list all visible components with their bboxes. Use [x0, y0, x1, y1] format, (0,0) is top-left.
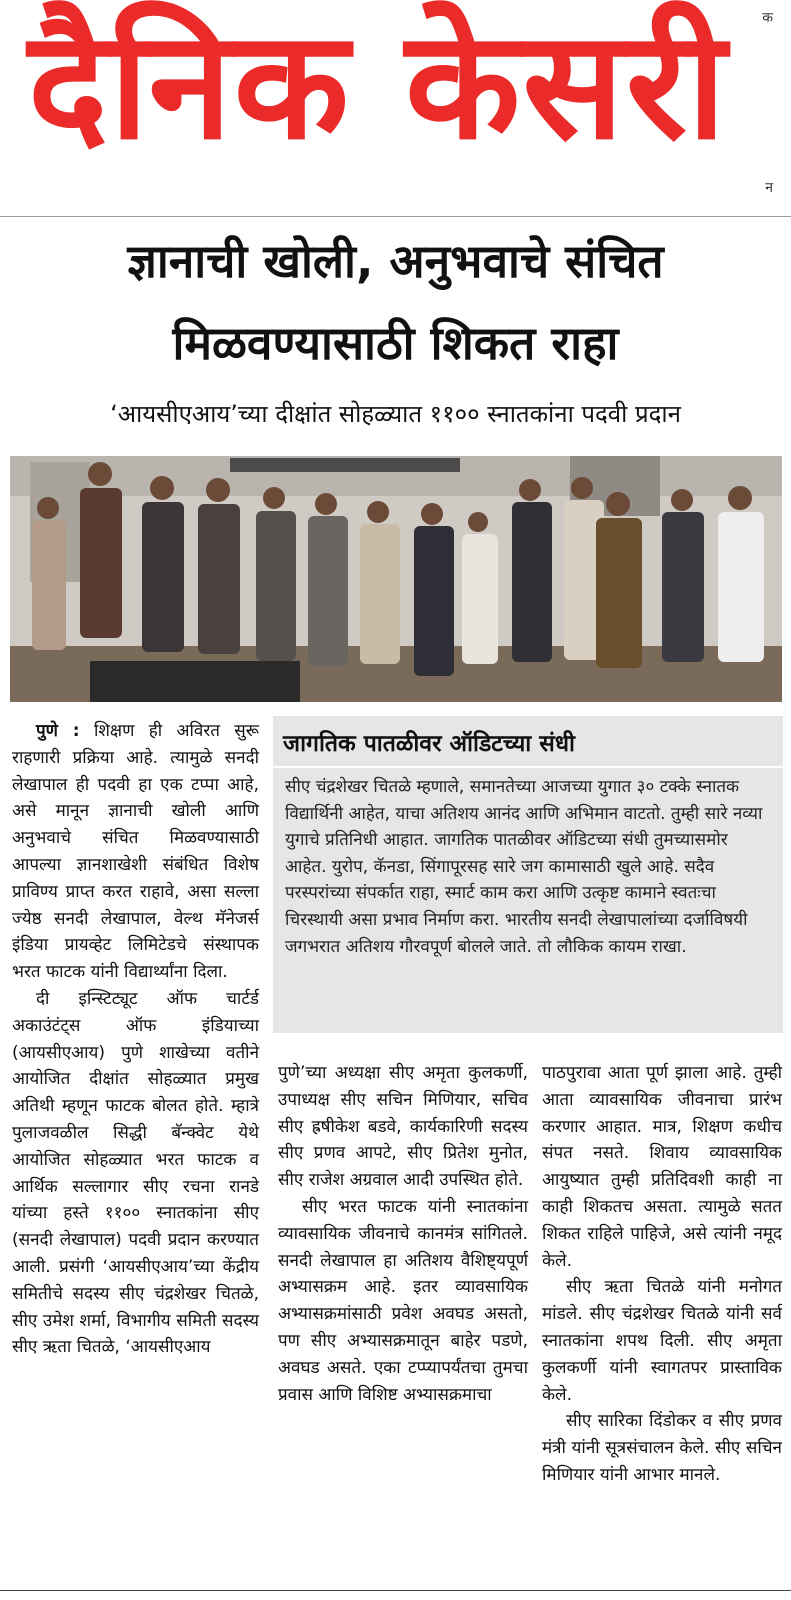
article-column-1	[12, 718, 259, 1361]
subheadline: ‘आयसीएआय’च्या दीक्षांत सोहळ्यात ११०० स्नातकांना पदवी प्रदान	[110, 400, 681, 428]
headline-line-2: मिळवण्यासाठी शिकत राहा	[172, 316, 619, 370]
sidebar-box	[273, 716, 783, 1033]
article-paragraph: सीए भरत फाटक यांनी स्नातकांना व्यावसायिक जीवनाचे कानमंत्र सांगितले. सनदी लेखापाल हा अतिशय वैशिष्ट्यपूर्ण अभ्यासक्रम आहे. इतर व्यावसायिक अभ्यासक्रमांसाठी प्रवेश अवघड असतो, पण सीए अभ्यासक्रमातून बाहेर पडणे, अवघड असते. एका टप्प्यापर्यंतचा तुमचा प्रवास आणि विशिष्ट अभ्यासक्रमाचा	[278, 1196, 528, 1405]
article-paragraph: पाठपुरावा आता पूर्ण झाला आहे. तुम्ही आता व्यावसायिक जीवनाचा प्रारंभ करणार आहात. मात्र, शिक्षण कधीच संपत नसते. शिवाय व्यावसायिक आयुष्यात तुम्ही प्रतिदिवशी काही ना काही शिकतच असता. त्यामुळे सतत शिकत राहिले पाहिजे, असे त्यांनी नमूद केले.	[542, 1063, 782, 1271]
group-photo	[10, 456, 782, 702]
masthead	[0, 0, 791, 215]
dateline: पुणे :	[36, 721, 80, 741]
article-paragraph: पुणे : शिक्षण ही अविरत सुरू राहणारी प्रक्रिया आहे. त्यामुळे सनदी लेखापाल ही पदवी हा एक टप्पा आहे, असे मानून ज्ञानाची खोली आणि अनुभवाचे संचित मिळवण्यासाठी आपल्या ज्ञानशाखेशी संबंधित विशेष प्राविण्य प्राप्त करत राहावे, असा सल्ला ज्येष्ठ सनदी लेखापाल, वेल्थ मॅनेजर्स इंडिया प्रायव्हेट लिमिटेडचे संस्थापक भरत फाटक यांनी विद्यार्थ्यांना दिला.	[12, 721, 259, 983]
sidebar-box-title: जागतिक पातळीवर ऑडिटच्या संधी	[283, 731, 575, 757]
article-paragraph: पुणे’च्या अध्यक्षा सीए अमृता कुलकर्णी, उपाध्यक्ष सीए सचिन मिणियार, सचिव सीए ह्रषीकेश बडवे, कार्यकारिणी सदस्य सीए प्रणव आपटे, सीए प्रितेश मुनोत, सीए राजेश अग्रवाल आदी उपस्थित होते.	[278, 1063, 528, 1191]
article-column-3	[542, 1060, 782, 1489]
group-photo-icon	[10, 456, 782, 702]
headline-line-1: ज्ञानाची खोली, अनुभवाचे संचित	[127, 234, 664, 288]
masthead-divider	[0, 216, 791, 217]
page-bottom-rule	[0, 1590, 791, 1591]
sidebar-box-text: सीए चंद्रशेखर चितळे म्हणाले, समानतेच्या आजच्या युगात ३० टक्के स्नातक विद्यार्थिनी आहेत, याचा अतिशय आनंद आणि अभिमान वाटतो. तुम्ही सारे नव्या युगाचे प्रतिनिधी आहात. जागतिक पातळीवर ऑडिटच्या संधी तुमच्यासमोर आहेत. युरोप, कॅनडा, सिंगापूरसह सारे जग कामासाठी खुले आहे. सदैव परस्परांच्या संपर्कात राहा, स्मार्ट काम करा आणि उत्कृष्ट कामाने स्वतःचा चिरस्थायी असा प्रभाव निर्माण करा. भारतीय सनदी लेखापालांच्या दर्जाविषयी जगभरात अतिशय गौरवपूर्ण बोलले जाते. तो लौकिक कायम राखा.	[285, 777, 763, 957]
cropped-edge-text-top: क	[762, 10, 773, 26]
newspaper-logo: दैनिक केसरी	[28, 0, 728, 173]
article-paragraph: दी इन्स्टिट्यूट ऑफ चार्टर्ड अकाउंटंट्स ऑफ इंडियाच्या (आयसीएआय) पुणे शाखेच्या वतीने आयोजित दीक्षांत सोहळ्यात प्रमुख अतिथी म्हणून फाटक बोलत होते. म्हात्रे पुलाजवळील सिद्धी बॅन्क्वेट येथे आयोजित सोहळ्यात भरत फाटक व आर्थिक सल्लागार सीए रचना रानडे यांच्या हस्ते ११०० स्नातकांना सीए (सनदी लेखापाल) पदवी प्रदान करण्यात आली. प्रसंगी ‘आयसीएआय’च्या केंद्रीय समितीचे सदस्य सीए चंद्रशेखर चितळे, सीए उमेश शर्मा, विभागीय समिती सदस्य सीए ऋता चितळे, ‘आयसीएआय	[12, 988, 259, 1358]
article-paragraph: सीए सारिका दिंडोकर व सीए प्रणव मंत्री यांनी सूत्रसंचालन केले. सीए सचिन मिणियार यांनी आभार मानले.	[542, 1411, 782, 1485]
article-paragraph: सीए ऋता चितळे यांनी मनोगत मांडले. सीए चंद्रशेखर चितळे यांनी सर्व स्नातकांना शपथ दिली. सीए अमृता कुलकर्णी यांनी स्वागतपर प्रास्ताविक केले.	[542, 1277, 782, 1405]
article-column-2	[278, 1060, 528, 1408]
sidebar-box-divider	[273, 766, 783, 768]
cropped-edge-text-bottom: न	[765, 180, 773, 196]
